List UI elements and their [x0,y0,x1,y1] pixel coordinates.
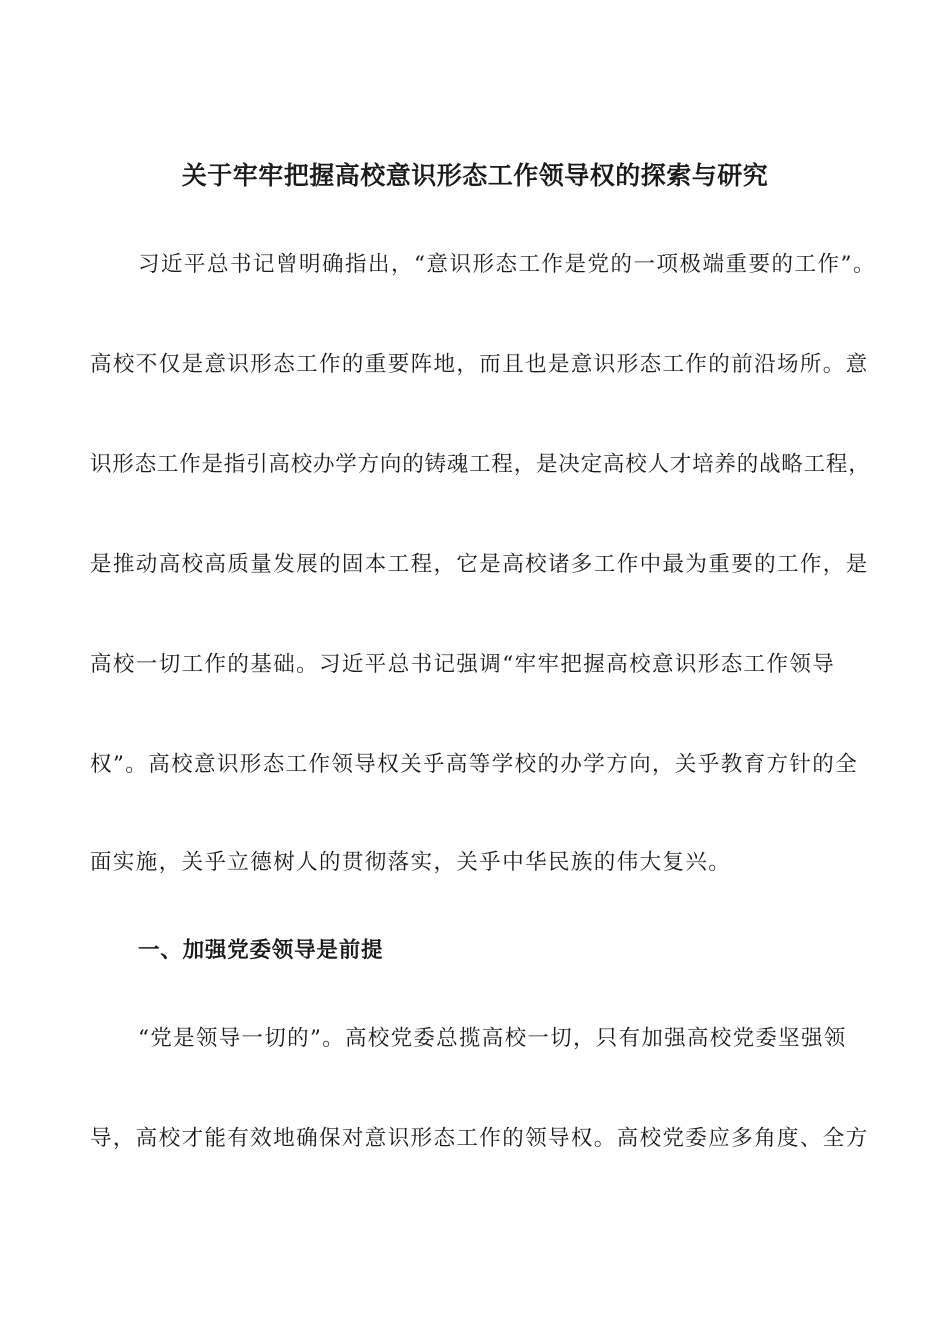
paragraph-line: 识形态工作是指引高校办学方向的铸魂工程，是决定高校人才培养的战略工程， [90,452,871,477]
section-paragraph-line: 导，高校才能有效地确保对意识形态工作的领导权。高校党委应多角度、全方 [90,1126,869,1151]
paragraph-line: 习近平总书记曾明确指出，“意识形态工作是党的一项极端重要的工作”。 [138,252,876,277]
section-paragraph-line: “党是领导一切的”。高校党委总揽高校一切，只有加强高校党委坚强领 [138,1026,847,1051]
document-title: 关于牢牢把握高校意识形态工作领导权的探索与研究 [181,161,769,190]
paragraph-line: 面实施，关乎立德树人的贯彻落实，关乎中华民族的伟大复兴。 [90,850,732,875]
paragraph-line: 高校一切工作的基础。习近平总书记强调“牢牢把握高校意识形态工作领导 [90,652,836,677]
paragraph-line: 高校不仅是意识形态工作的重要阵地，而且也是意识形态工作的前沿场所。意 [90,352,869,377]
section-heading: 一、加强党委领导是前提 [138,938,384,963]
paragraph-line: 是推动高校高质量发展的固本工程，它是高校诸多工作中最为重要的工作，是 [90,552,869,577]
paragraph-line: 权”。高校意识形态工作领导权关乎高等学校的办学方向，关乎教育方针的全 [90,752,859,777]
